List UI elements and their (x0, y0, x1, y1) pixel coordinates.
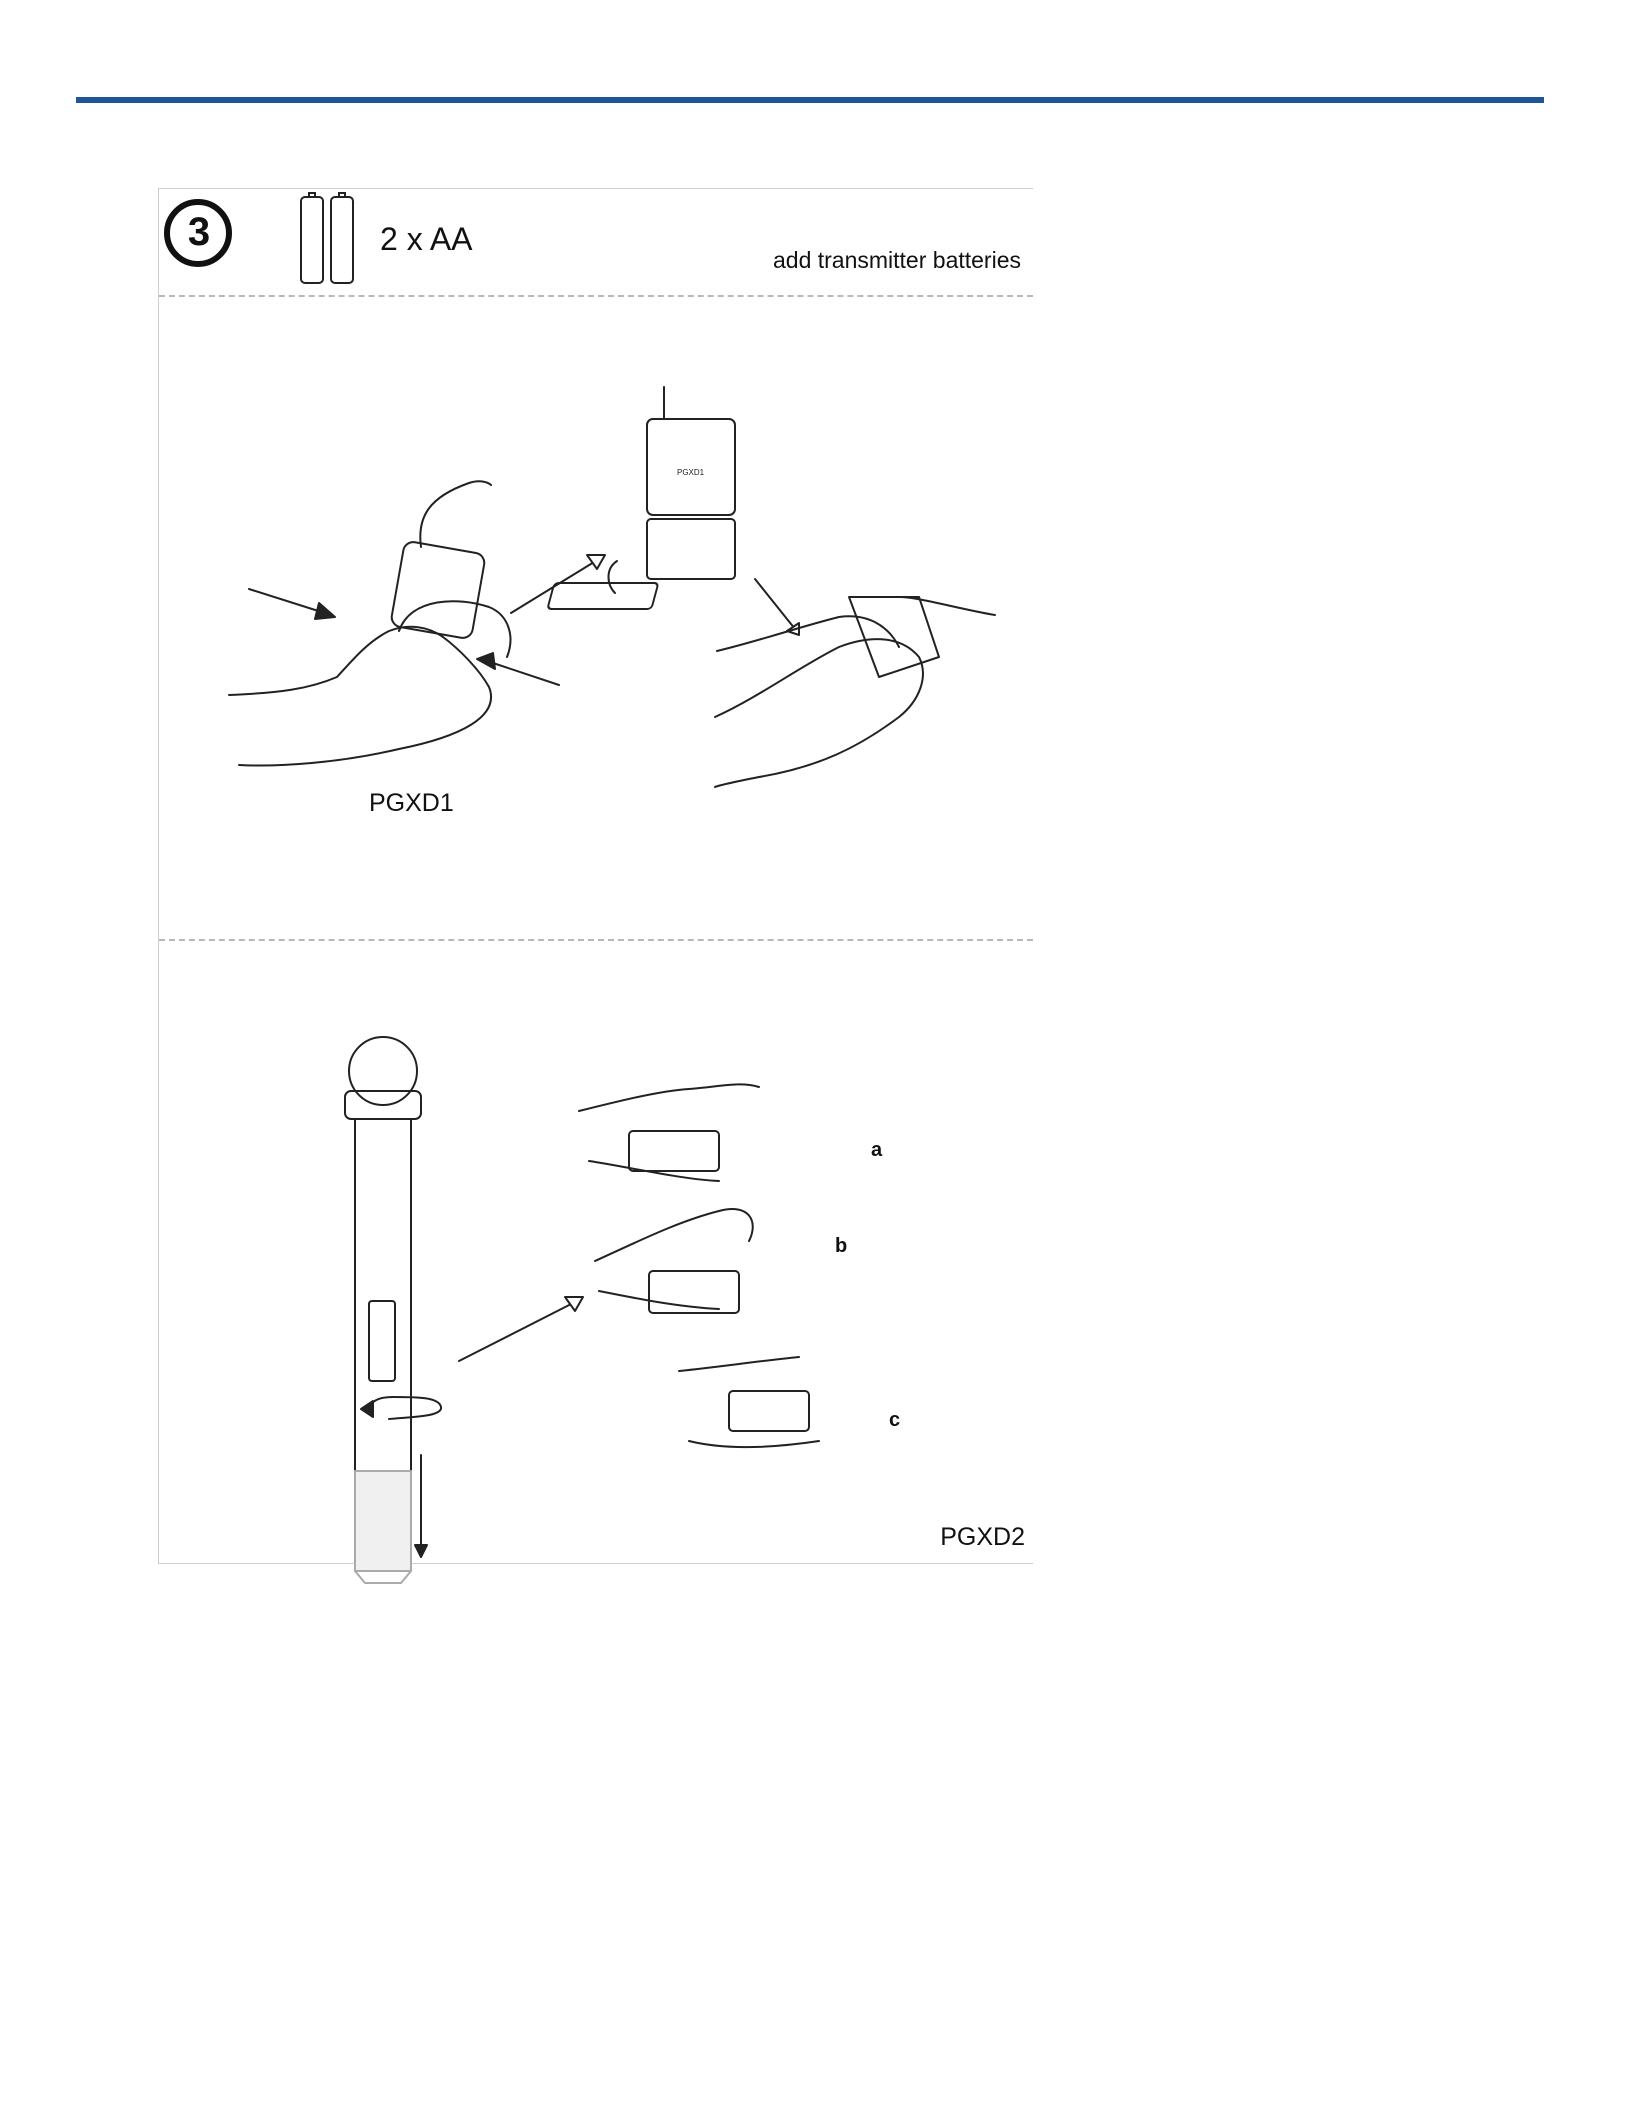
zoom-arrow-3-head (565, 1297, 583, 1311)
aa-battery-icon (301, 193, 353, 283)
right-hand-cable (899, 597, 995, 615)
zoom-arrow-3 (459, 1301, 577, 1361)
squeeze-arrow-right-head (477, 653, 495, 669)
pull-down-arrow-head (415, 1545, 427, 1557)
step-number: 3 (187, 210, 211, 254)
hand-step-a (579, 1084, 759, 1181)
open-pack-compartment (647, 519, 735, 579)
zoom-arrow-2 (755, 579, 795, 629)
squeeze-arrow-left-head (315, 603, 335, 619)
step-label-c: c (889, 1409, 901, 1431)
bodypack-antenna (420, 481, 491, 547)
mic-grille (349, 1037, 417, 1105)
hand-step-b (595, 1209, 753, 1309)
bodypack-device-text: PGXD1 (677, 468, 705, 477)
handheld-illustration (159, 941, 1033, 1561)
battery-quantity: 2 x AA (380, 221, 473, 257)
step-description: add transmitter batteries (772, 247, 1021, 273)
battery-installation-figure (158, 188, 1033, 1564)
open-pack-door (547, 583, 658, 609)
mic-step-c (729, 1391, 809, 1431)
hand-step-c (679, 1357, 819, 1447)
bodypack-transmitter (390, 541, 486, 640)
twist-arrow-head (361, 1401, 373, 1417)
header-rule (76, 97, 1544, 103)
left-hand-squeeze (229, 627, 491, 766)
step-label-b: b (835, 1235, 848, 1257)
mic-battery-cap (355, 1471, 411, 1571)
open-door-arrow (609, 561, 618, 593)
right-hands (715, 639, 923, 787)
label-pgxd2: PGXD2 (940, 1523, 1025, 1551)
zoom-arrow-1 (511, 559, 599, 613)
mic-step-a (629, 1131, 719, 1171)
bodypack-illustration (159, 297, 1033, 937)
zoom-arrow-1-head (587, 555, 605, 569)
right-hands-upper (717, 616, 899, 651)
mic-cap-end (355, 1571, 411, 1583)
label-pgxd1: PGXD1 (369, 789, 454, 817)
mic-display-window (369, 1301, 395, 1381)
step-header-graphics (159, 189, 1033, 295)
open-pack-body (647, 419, 735, 515)
twist-arrow (370, 1397, 441, 1419)
step-label-a: a (871, 1139, 883, 1161)
step-header (159, 189, 1033, 295)
